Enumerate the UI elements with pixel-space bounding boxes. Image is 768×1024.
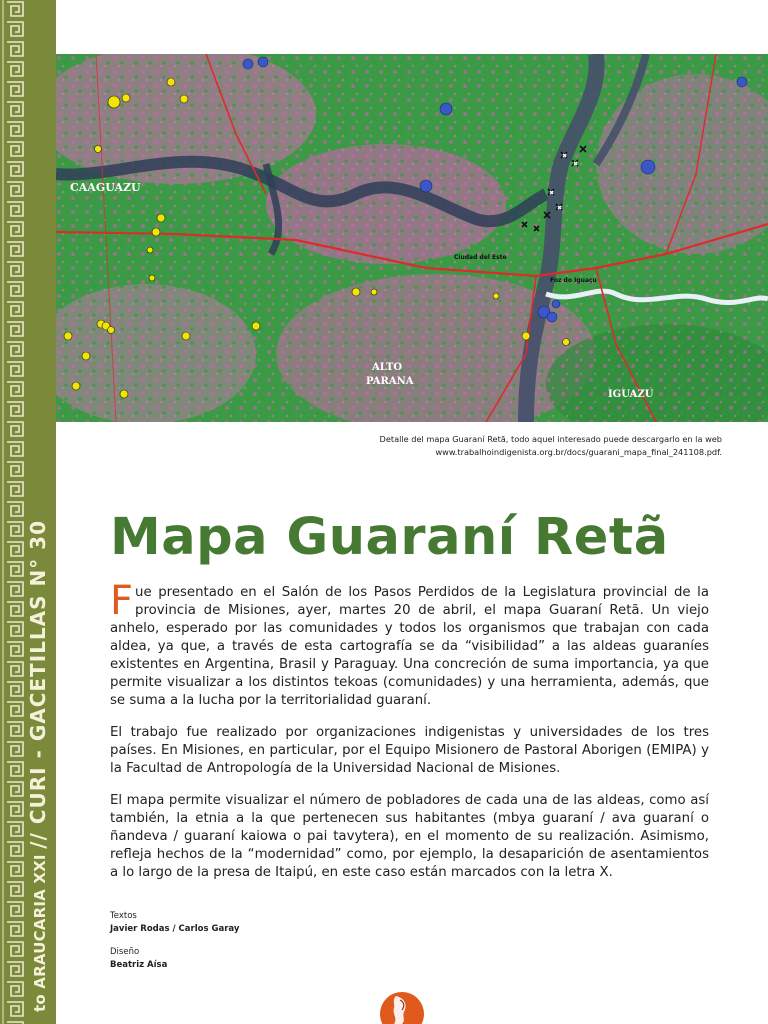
map-image	[56, 54, 768, 422]
paragraph-1	[110, 578, 709, 710]
paragraph-1-text: ue presentado en el Salón de los Pasos Perdidos de la Legislatura provincial de la provincia de Misiones, ayer, martes 20 de abril, el mapa Guaraní Retã. Un viejo anhelo, esperado por las comunidades y todos los organismos que trabajan con cada aldea, ya que, a través de esta cartografía se da “visibilidad” a las aldeas guaraníes existentes en Argentina, Brasil y Paraguay. Una concreción de suma importancia, ya que permite visualizar a los distintos tekoas (comunidades) y una herramienta, además, que se suma a la lucha por la territorialidad guaraní.	[110, 585, 709, 708]
texts-authors: Javier Rodas / Carlos Garay	[110, 924, 240, 934]
satellite-map	[56, 54, 768, 422]
article-title: Mapa Guaraní Retã	[110, 508, 669, 567]
paragraph-2: El trabajo fue realizado por organizaciones indigenistas y universidades de los tres países. En Misiones, en particular, por el Equipo Misionero de Pastoral Aborigen (EMIPA) y la Facultad de Antropología de la Universidad Nacional de Misiones.	[110, 725, 709, 776]
credits	[110, 910, 239, 982]
map-label-ciudad-del-este: Ciudad del Este	[454, 254, 507, 261]
map-label-iguazu: IGUAZU	[608, 389, 654, 400]
design-label: Diseño	[110, 947, 140, 957]
map-caption	[302, 433, 722, 459]
publication-name: to ARAUCARIA XXI	[31, 854, 49, 1012]
map-label-parana: PARANA	[366, 376, 414, 387]
drop-cap: F	[110, 578, 134, 624]
paragraph-3: El mapa permite visualizar el número de pobladores de cada una de las aldeas, como así también, la etnia a la que pertenecen sus habitantes (mbya guaraní / ava guaraní o ñandeva / guaraní kaiowa o pai tavytera), en el momento de su realización. Asimismo, refleja hechos de la “modernidad” como, por ejemplo, la desaparición de asentamientos a lo largo de la presa de Itaipú, en este caso están marcados con la letra X.	[110, 793, 709, 880]
article-body	[110, 578, 709, 896]
map-label-foz-do-iguacu: Foz do Iguaçu	[550, 277, 597, 284]
map-label-caaguazu: CAAGUAZU	[70, 181, 141, 194]
sidebar	[0, 0, 56, 1024]
publication-issue: // CURI - GACETILLAS N° 30	[26, 519, 50, 849]
logo-icon	[378, 990, 426, 1024]
caption-url: www.trabalhoindigenista.org.br/docs/guarani_mapa_final_241108.pdf.	[435, 447, 722, 457]
design-author: Beatriz Aísa	[110, 960, 168, 970]
texts-label: Textos	[110, 911, 137, 921]
vertical-publication-title	[28, 520, 48, 1012]
map-label-alto: ALTO	[372, 362, 403, 373]
caption-line: Detalle del mapa Guaraní Retã, todo aquel interesado puede descargarlo en la web	[379, 434, 722, 444]
